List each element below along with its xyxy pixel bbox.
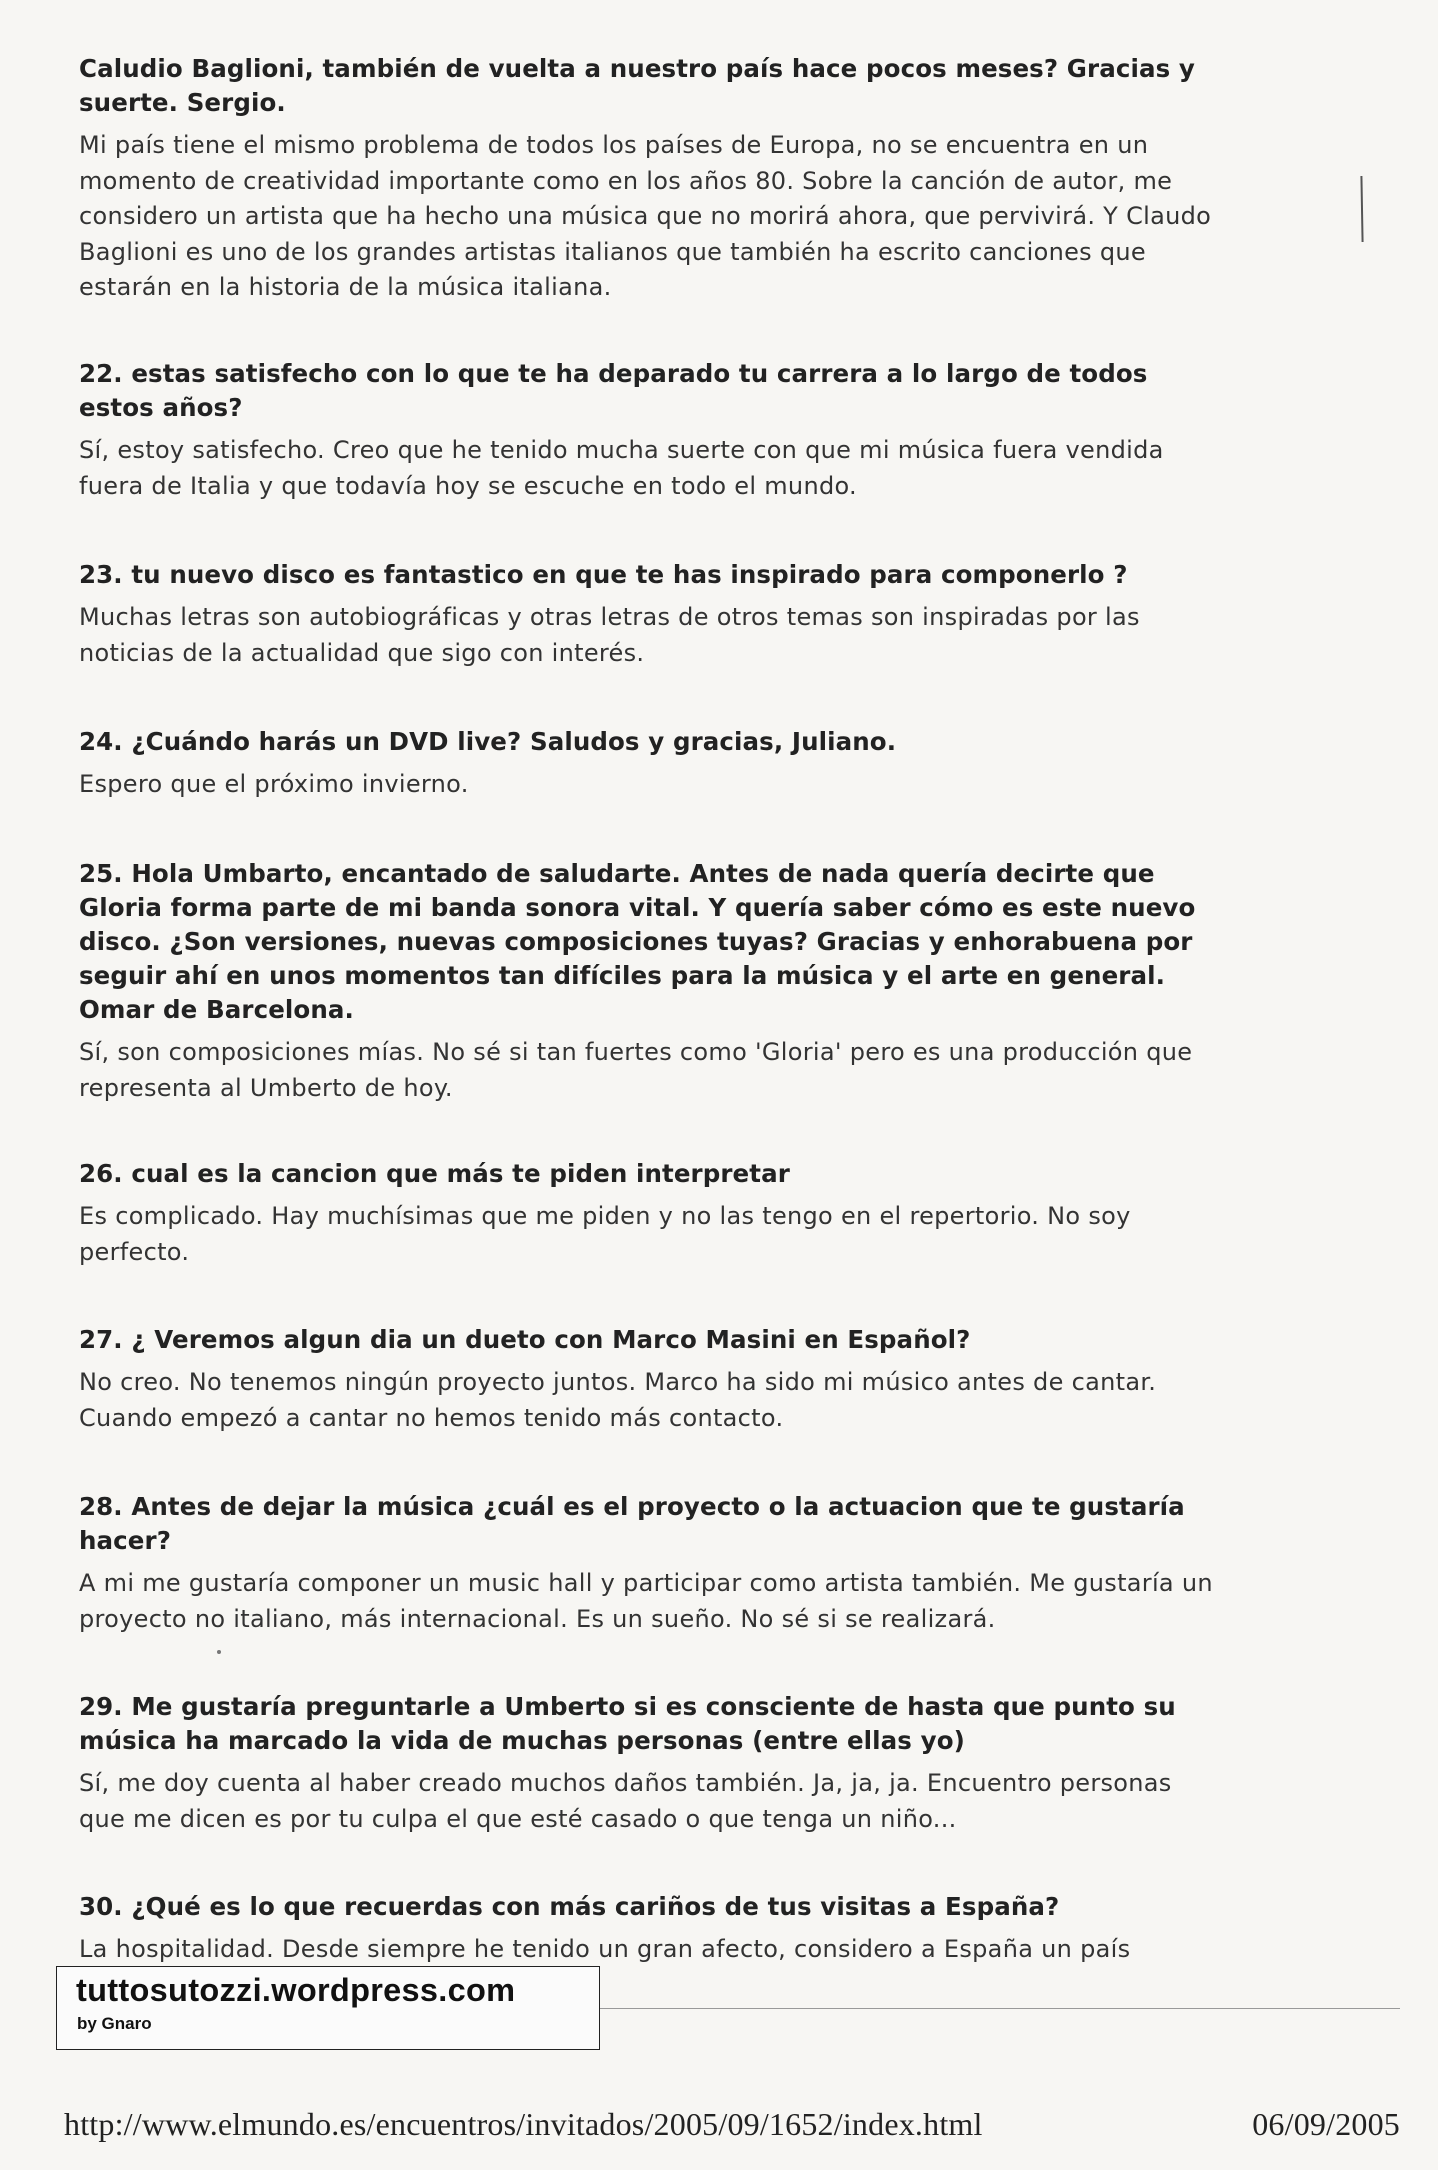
answer-29: Sí, me doy cuenta al haber creado muchos daños también. Ja, ja, ja. Encuentro personas que me dicen es por tu culpa el que esté casado o que tenga un niño... bbox=[79, 1769, 1172, 1833]
answer-28: A mi me gustaría componer un music hall y participar como artista también. Me gustaría un proyecto no italiano, más internacional. Es un sueño. No sé si se realizará. bbox=[79, 1569, 1213, 1633]
answer-26: Es complicado. Hay muchísimas que me piden y no las tengo en el repertorio. No soy perfecto. bbox=[79, 1202, 1131, 1266]
question-23: 23. tu nuevo disco es fantastico en que te has inspirado para componerlo ? bbox=[79, 560, 1128, 589]
margin-pen-mark bbox=[1360, 176, 1363, 242]
question-24: 24. ¿Cuándo harás un DVD live? Saludos y gracias, Juliano. bbox=[79, 727, 897, 756]
question-30: 30. ¿Qué es lo que recuerdas con más cariños de tus visitas a España? bbox=[79, 1892, 1060, 1921]
question-27: 27. ¿ Veremos algun dia un dueto con Marco Masini en Español? bbox=[79, 1325, 971, 1354]
qa-item-29 bbox=[79, 1690, 1224, 1837]
qa-item-30 bbox=[79, 1890, 1224, 1968]
answer-22: Sí, estoy satisfecho. Creo que he tenido mucha suerte con que mi música fuera vendida fuera de Italia y que todavía hoy se escuche en todo el mundo. bbox=[79, 436, 1164, 500]
page-divider bbox=[600, 2008, 1400, 2009]
question-25: 25. Hola Umbarto, encantado de saludarte. Antes de nada quería decirte que Gloria forma parte de mi banda sonora vital. Y quería saber cómo es este nuevo disco. ¿Son versiones, nuevas composiciones tuyas? Gracias y enhorabuena por seguir ahí en unos momentos tan difíciles para la música y el arte en general. Omar de Barcelona. bbox=[79, 859, 1196, 1024]
qa-item-21 bbox=[79, 52, 1224, 306]
footer-date: 06/09/2005 bbox=[1252, 2106, 1400, 2142]
question-26: 26. cual es la cancion que más te piden interpretar bbox=[79, 1159, 790, 1188]
qa-item-28 bbox=[79, 1490, 1224, 1637]
qa-item-23 bbox=[79, 558, 1224, 671]
watermark-box bbox=[56, 1966, 600, 2050]
qa-item-22 bbox=[79, 357, 1224, 504]
answer-24: Espero que el próximo invierno. bbox=[79, 770, 469, 798]
watermark-site: tuttosutozzi.wordpress.com bbox=[76, 1972, 516, 2008]
question-21: Caludio Baglioni, también de vuelta a nuestro país hace pocos meses? Gracias y suerte. Sergio. bbox=[79, 54, 1195, 117]
answer-25: Sí, son composiciones mías. No sé si tan fuertes como 'Gloria' pero es una producción que representa al Umberto de hoy. bbox=[79, 1038, 1193, 1102]
qa-item-27 bbox=[79, 1323, 1224, 1436]
watermark-byline: by Gnaro bbox=[77, 2014, 152, 2033]
question-29: 29. Me gustaría preguntarle a Umberto si es consciente de hasta que punto su música ha marcado la vida de muchas personas (entre ellas yo) bbox=[79, 1692, 1176, 1755]
footer-url: http://www.elmundo.es/encuentros/invitados/2005/09/1652/index.html bbox=[64, 2106, 983, 2142]
answer-21: Mi país tiene el mismo problema de todos los países de Europa, no se encuentra en un momento de creatividad importante como en los años 80. Sobre la canción de autor, me considero un artista que ha hecho una música que no morirá ahora, que pervivirá. Y Claudo Baglioni es uno de los grandes artistas italianos que también ha escrito canciones que estarán en la historia de la música italiana. bbox=[79, 131, 1212, 301]
question-28: 28. Antes de dejar la música ¿cuál es el proyecto o la actuacion que te gustaría hacer? bbox=[79, 1492, 1185, 1555]
qa-item-26 bbox=[79, 1157, 1224, 1270]
answer-27: No creo. No tenemos ningún proyecto juntos. Marco ha sido mi músico antes de cantar. Cuando empezó a cantar no hemos tenido más contacto. bbox=[79, 1368, 1157, 1432]
scan-speck bbox=[217, 1650, 221, 1654]
qa-item-25 bbox=[79, 857, 1224, 1106]
question-22: 22. estas satisfecho con lo que te ha deparado tu carrera a lo largo de todos estos años? bbox=[79, 359, 1148, 422]
answer-23: Muchas letras son autobiográficas y otras letras de otros temas son inspiradas por las noticias de la actualidad que sigo con interés. bbox=[79, 603, 1140, 667]
answer-30: La hospitalidad. Desde siempre he tenido un gran afecto, considero a España un país bbox=[79, 1935, 1131, 1963]
qa-item-24 bbox=[79, 725, 1224, 803]
